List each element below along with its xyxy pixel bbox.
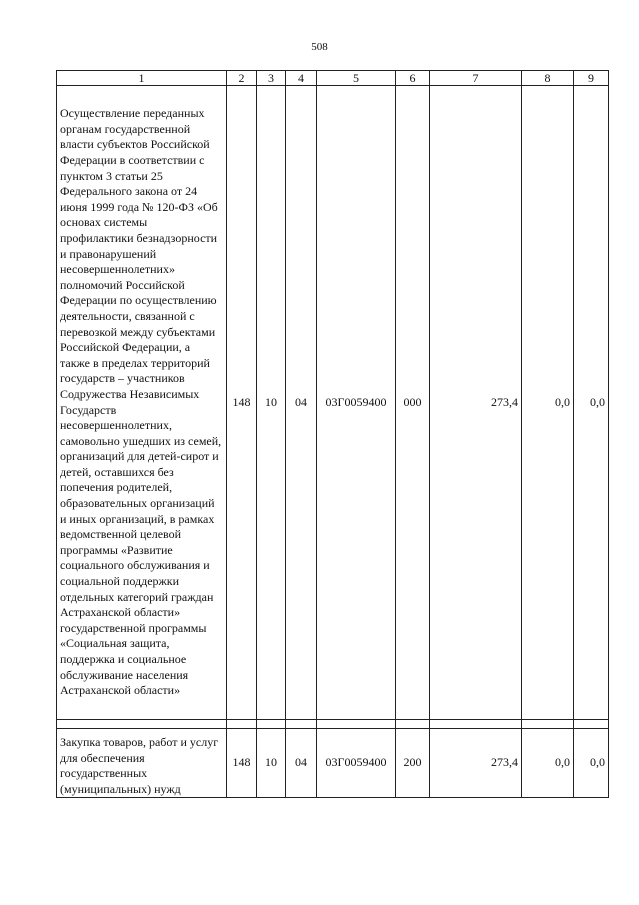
cell-amount-year1: 273,4 [430, 86, 522, 720]
cell-section: 10 [257, 729, 286, 798]
cell-amount-year3: 0,0 [574, 86, 609, 720]
cell-ministry-code: 148 [227, 86, 257, 720]
cell-target-article: 03Г0059400 [317, 729, 396, 798]
header-col-8: 8 [522, 71, 574, 86]
cell-subsection: 04 [286, 729, 317, 798]
header-col-2: 2 [227, 71, 257, 86]
header-col-9: 9 [574, 71, 609, 86]
header-col-6: 6 [396, 71, 430, 86]
table-row [57, 86, 609, 720]
table-row [57, 729, 609, 798]
header-col-3: 3 [257, 71, 286, 86]
cell-expense-type: 200 [396, 729, 430, 798]
row-description: Закупка товаров, работ и услуг для обеспечения государственных (муниципальных) нужд [57, 729, 227, 798]
cell-expense-type: 000 [396, 86, 430, 720]
row-description: Осуществление переданных органам государственной власти субъектов Российской Федерации в соответствии с пунктом 3 статьи 25 Федерального закона от 24 июня 1999 года № 120-ФЗ «Об основах системы профилактики безнадзорности и правонарушений несовершеннолетних» полномочий Российской Федерации по осуществлению деятельности, связанной с перевозкой между субъектами Российской Федерации, а также в пределах территорий государств – участников Содружества Независимых Государств несовершеннолетних, самовольно ушедших из семей, организаций для детей-сирот и детей, оставшихся без попечения родителей, образовательных организаций и иных организаций, в рамках ведомственной целевой программы «Развитие социального обслуживания и социальной поддержки отдельных категорий граждан Астраханской области» государственной программы «Социальная защита, поддержка и социальное обслуживание населения Астраханской области» [57, 86, 227, 720]
row-separator [57, 720, 609, 729]
page-number: 508 [311, 41, 328, 53]
cell-amount-year2: 0,0 [522, 729, 574, 798]
cell-amount-year3: 0,0 [574, 729, 609, 798]
cell-amount-year1: 273,4 [430, 729, 522, 798]
cell-amount-year2: 0,0 [522, 86, 574, 720]
cell-target-article: 03Г0059400 [317, 86, 396, 720]
table-header-row [57, 71, 609, 86]
cell-ministry-code: 148 [227, 729, 257, 798]
header-col-5: 5 [317, 71, 396, 86]
budget-table [56, 70, 609, 798]
header-col-7: 7 [430, 71, 522, 86]
header-col-1: 1 [57, 71, 227, 86]
cell-subsection: 04 [286, 86, 317, 720]
cell-section: 10 [257, 86, 286, 720]
header-col-4: 4 [286, 71, 317, 86]
